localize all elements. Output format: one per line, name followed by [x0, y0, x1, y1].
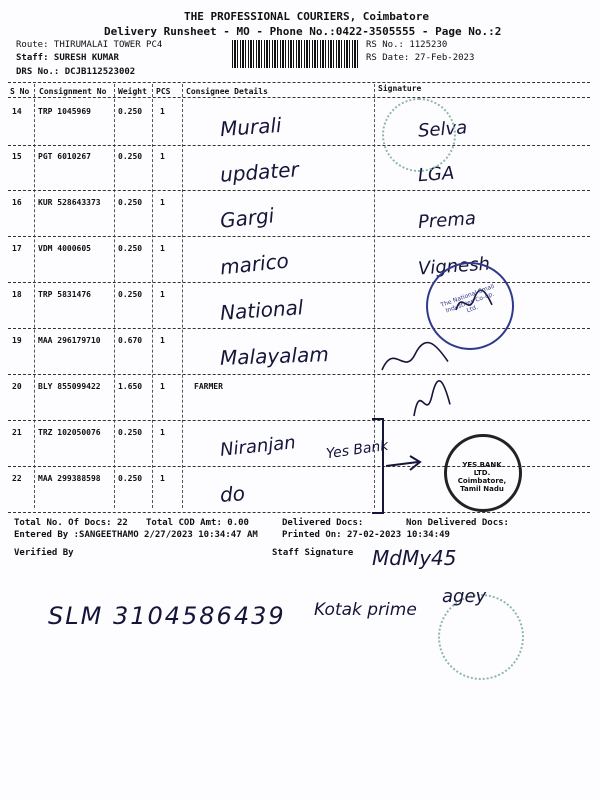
row-sno: 19 — [12, 336, 22, 345]
row-handwritten-name: marico — [218, 248, 290, 280]
col-divider — [114, 84, 115, 508]
row-weight: 1.650 — [118, 382, 143, 391]
row-weight: 0.670 — [118, 336, 143, 345]
row-consignment: TRP 1045969 — [38, 107, 91, 116]
row-pcs: 1 — [160, 107, 165, 116]
row-consignment: VDM 4000605 — [38, 244, 91, 253]
staff-signature-label: Staff Signature — [272, 548, 354, 558]
row-handwritten-name: Niranjan — [219, 432, 297, 461]
row-sno: 22 — [12, 474, 22, 483]
col-divider — [34, 84, 35, 508]
row-handwritten-name: National — [219, 295, 305, 325]
drs-number: DRS No.: DCJB112523002 — [16, 67, 136, 77]
row-sno: 15 — [12, 152, 22, 161]
staff-signature-hand: MdMy45 — [372, 546, 457, 570]
barcode — [232, 40, 358, 68]
delivered-docs: Delivered Docs: — [282, 518, 364, 528]
yes-bank-note: Yes Bank — [325, 437, 390, 463]
bracket-line — [372, 418, 384, 514]
rs-number: RS No.: 1125230 — [366, 40, 448, 50]
row-handwritten-name: do — [219, 481, 246, 507]
row-pcs: 1 — [160, 152, 165, 161]
row-pcs: 1 — [160, 382, 165, 391]
row-weight: 0.250 — [118, 474, 143, 483]
row-handwritten-name: Gargi — [218, 203, 276, 233]
row-separator — [8, 512, 590, 513]
row-consignment: MAA 299388598 — [38, 474, 101, 483]
total-docs: Total No. Of Docs: 22 — [14, 518, 128, 528]
row-handwritten-name: Malayalam — [219, 342, 330, 370]
row-pcs: 1 — [160, 244, 165, 253]
row-pcs: 1 — [160, 290, 165, 299]
row-handwritten-name: updater — [219, 157, 300, 187]
row-pcs: 1 — [160, 428, 165, 437]
header-bottom-rule — [8, 97, 590, 98]
row-sno: 16 — [12, 198, 22, 207]
national-stamp-text: The National Small Industries Co-op. Ltd. — [439, 282, 496, 315]
entered-by: Entered By :SANGEETHAMO 2/27/2023 10:34:47 AM — [14, 530, 258, 540]
verified-by: Verified By — [14, 548, 74, 558]
route-label: Route: THIRUMALAI TOWER PC4 — [16, 40, 163, 50]
row-weight: 0.250 — [118, 290, 143, 299]
row-sno: 20 — [12, 382, 22, 391]
row-consignment: TRP 5831476 — [38, 290, 91, 299]
row-separator — [8, 190, 590, 191]
row-handwritten-name: Murali — [219, 112, 283, 142]
col-signature-header: Signature — [378, 84, 422, 93]
row-consignment: MAA 296179710 — [38, 336, 101, 345]
row-weight: 0.250 — [118, 244, 143, 253]
bottom-handwritten-note-2: Kotak prime — [314, 600, 417, 620]
row-pcs: 1 — [160, 198, 165, 207]
row-separator — [8, 145, 590, 146]
signature-scribble — [380, 340, 450, 376]
row-weight: 0.250 — [118, 107, 143, 116]
header-top-rule — [8, 82, 590, 83]
bottom-handwritten-note: SLM 3104586439 — [48, 602, 286, 630]
company-title: THE PROFESSIONAL COURIERS, Coimbatore — [184, 10, 430, 23]
row-handwritten-signature: Selva — [417, 117, 468, 142]
col-details-header: Consignee Details — [186, 87, 268, 96]
row-weight: 0.250 — [118, 198, 143, 207]
col-weight-header: Weight — [118, 87, 147, 96]
national-stamp — [426, 262, 514, 350]
bottom-handwritten-note-3: agey — [442, 586, 487, 607]
stamp-top-faint — [382, 98, 456, 172]
total-cod: Total COD Amt: 0.00 — [146, 518, 249, 528]
row-sno: 17 — [12, 244, 22, 253]
row-weight: 0.250 — [118, 428, 143, 437]
col-pcs-header: PCS — [156, 87, 171, 96]
col-sno-header: S No — [10, 87, 30, 96]
printed-on: Printed On: 27-02-2023 10:34:49 — [282, 530, 450, 540]
row-consignment: KUR 528643373 — [38, 198, 101, 207]
staff-label: Staff: SURESH KUMAR — [16, 53, 119, 63]
row-handwritten-signature: LGA — [417, 162, 455, 187]
arrow-icon — [384, 454, 424, 474]
col-consignment-header: Consignment No — [39, 87, 107, 96]
rs-date: RS Date: 27-Feb-2023 — [366, 53, 475, 63]
row-consignment: TRZ 102050076 — [38, 428, 101, 437]
signature-scribble — [412, 378, 452, 422]
row-separator — [8, 374, 590, 375]
row-handwritten-signature: Vignesh — [417, 253, 491, 280]
row-handwritten-signature: Prema — [417, 208, 477, 233]
col-divider — [182, 84, 183, 508]
row-sno: 21 — [12, 428, 22, 437]
row-separator — [8, 236, 590, 237]
row-details: FARMER — [194, 382, 223, 391]
row-sno: 14 — [12, 107, 22, 116]
runsheet-subtitle: Delivery Runsheet - MO - Phone No.:0422-3505555 - Page No.:2 — [104, 25, 502, 38]
row-separator — [8, 420, 590, 421]
yes-bank-stamp — [444, 434, 522, 512]
row-consignment: BLY 855099422 — [38, 382, 101, 391]
row-pcs: 1 — [160, 336, 165, 345]
yes-bank-stamp-text: YES BANK LTD. Coimbatore, Tamil Nadu — [457, 461, 507, 493]
col-divider — [152, 84, 153, 508]
row-sno: 18 — [12, 290, 22, 299]
row-pcs: 1 — [160, 474, 165, 483]
row-weight: 0.250 — [118, 152, 143, 161]
row-consignment: PGT 6010267 — [38, 152, 91, 161]
non-delivered-docs: Non Delivered Docs: — [406, 518, 509, 528]
